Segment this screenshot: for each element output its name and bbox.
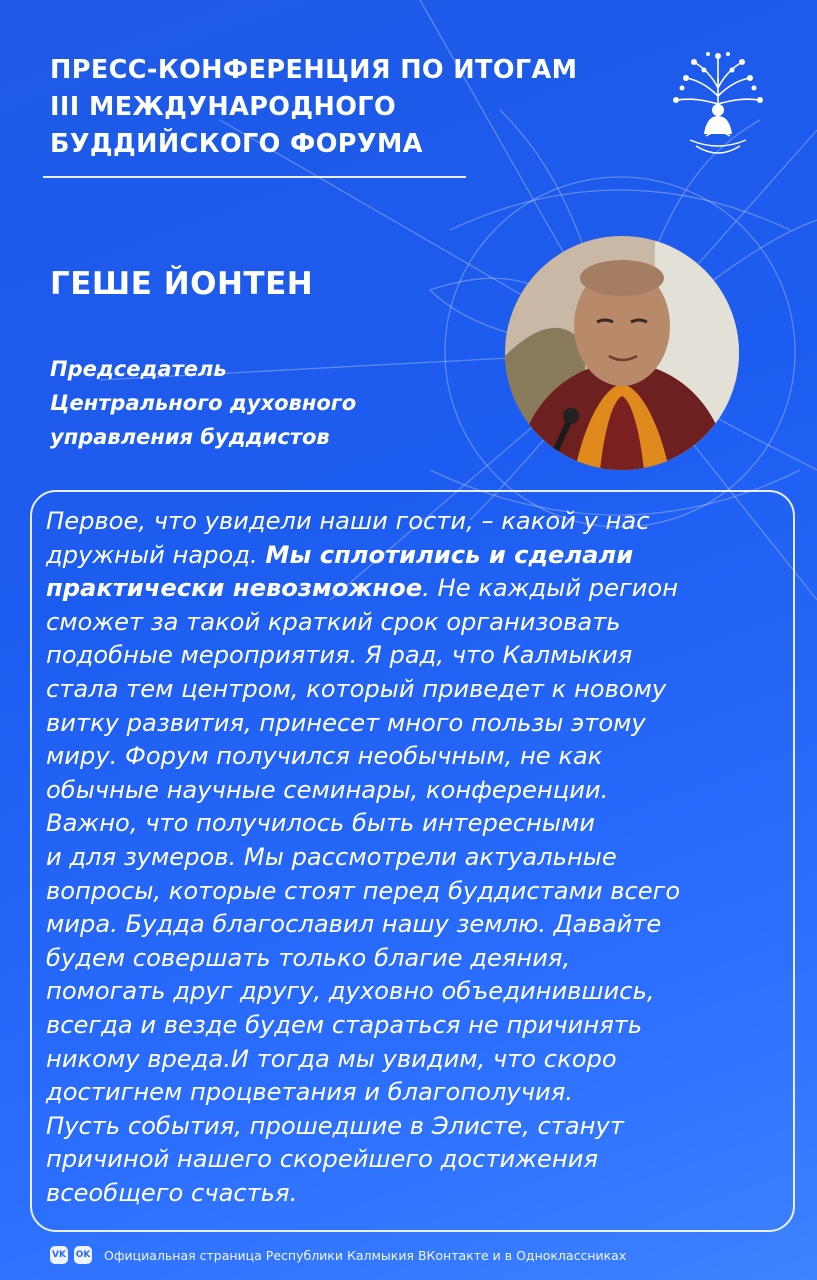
quote-line: миру. Форум получился необычным, не как (46, 742, 603, 771)
quote-line (46, 572, 786, 606)
quote-line: обычные научные семинары, конференции. (46, 775, 609, 804)
quote-line: мира. Будда благославил нашу землю. Давайте (46, 910, 662, 939)
vk-icon[interactable]: VK (50, 1246, 68, 1264)
quote-line: стала тем центром, который приведет к новому (46, 674, 667, 703)
odnoklassniki-icon[interactable]: OK (74, 1246, 92, 1264)
footer-text: Официальная страница Республики Калмыкия ВКонтакте и в Одноклассниках (104, 1247, 627, 1263)
quote-line: помогать друг другу, духовно объединившись, (46, 977, 655, 1006)
speaker-portrait (505, 236, 739, 470)
quote-line: будем совершать только благие деяния, (46, 943, 571, 972)
speaker-role-line-2: Центрального духовного (50, 391, 357, 415)
quote-text (46, 505, 786, 1210)
title-line-2: III МЕЖДУНАРОДНОГО (50, 92, 397, 122)
quote-line: Первое, что увидели наши гости, – какой у нас (46, 507, 650, 535)
buddha-tree-logo-icon (664, 48, 772, 166)
quote-line: всегда и везде будем стараться не причинять (46, 1010, 643, 1039)
speaker-role (50, 352, 470, 454)
speaker-portrait-illustration (505, 236, 739, 470)
quote-line: сможет за такой краткий срок организовать (46, 607, 621, 636)
title-divider (43, 176, 466, 178)
title-line-3: БУДДИЙСКОГО ФОРУМА (50, 129, 423, 159)
quote-line: всеобщего счастья. (46, 1178, 298, 1207)
speaker-role-line-1: Председатель (50, 357, 227, 381)
quote-line: и для зумеров. Мы рассмотрели актуальные (46, 842, 617, 871)
speaker-name: ГЕШЕ ЙОНТЕН (50, 266, 314, 302)
quote-line: витку развития, принесет много пользы этому (46, 708, 646, 737)
quote-fragment: . Не каждый регион (422, 574, 679, 603)
quote-emphasis: практически невозможное (46, 574, 423, 603)
quote-line: причиной нашего скорейшего достижения (46, 1145, 599, 1174)
quote-fragment: дружный народ. (46, 540, 266, 569)
quote-emphasis: Мы сплотились и сделали (265, 540, 634, 569)
title-line-1: ПРЕСС-КОНФЕРЕНЦИЯ ПО ИТОГАМ (50, 55, 578, 85)
page-title (50, 52, 650, 163)
quote-line: Пусть события, прошедшие в Элисте, станут (46, 1111, 624, 1140)
quote-line: вопросы, которые стоят перед буддистами всего (46, 876, 681, 905)
quote-line: никому вреда.И тогда мы увидим, что скоро (46, 1044, 617, 1073)
quote-line (46, 539, 786, 573)
quote-line: достигнем процветания и благополучия. (46, 1078, 573, 1107)
quote-line: подобные мероприятия. Я рад, что Калмыкия (46, 641, 633, 670)
footer (50, 1245, 626, 1265)
quote-line: Важно, что получилось быть интересными (46, 809, 595, 838)
speaker-role-line-3: управления буддистов (50, 425, 330, 449)
